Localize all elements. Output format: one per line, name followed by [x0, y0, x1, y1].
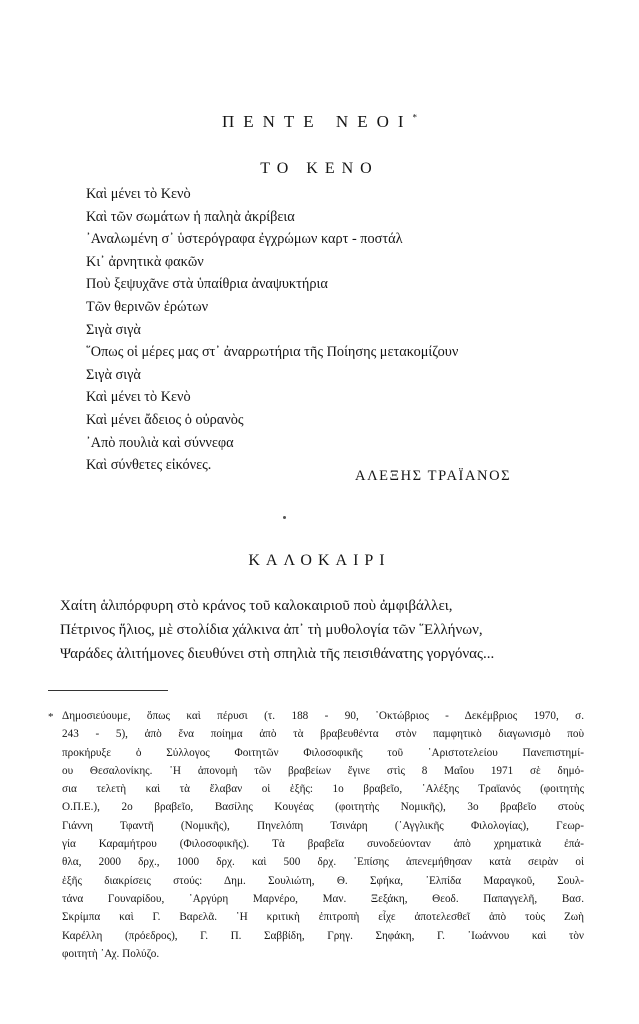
poem-line: Τῶν θερινῶν ἐρώτων [86, 298, 209, 315]
poem-line: Καὶ σύνθετες εἰκόνες. [86, 457, 212, 474]
footnote-line: προκήρυξε ὁ Σύλλογος Φοιτητῶν Φιλοσοφικῆς τοῦ ᾿Αριστοτελείου Πανεπιστημί- [62, 746, 584, 759]
footnote-text [62, 707, 584, 963]
poem-line: Ποὺ ξεψυχᾶνε στὰ ὑπαίθρια ἀναψυκτήρια [86, 276, 328, 293]
footnote-line: θλα, 2000 δρχ., 1000 δρχ. καὶ 500 δρχ. ᾿Επίσης ἀπενεμήθησαν κατὰ σειρὰν οἱ [62, 856, 584, 869]
poem-line: Καὶ μένει τὸ Κενὸ [86, 389, 191, 406]
footnote-line: Δημοσιεύουμε, ὅπως καὶ πέρυσι (τ. 188 - 90, ᾿Οκτώβριος - Δεκέμβριος 1970, σ. [62, 710, 584, 722]
poem-line: ῞Οπως οἱ μέρες μας στ᾿ ἀναρρωτήρια τῆς Ποίησης μετακομίζουν [86, 344, 459, 361]
poem-body [60, 594, 494, 666]
poem-line: Κι᾿ ἀρνητικὰ φακῶν [86, 253, 204, 270]
poem-line: Καὶ τῶν σωμάτων ἡ παληὰ ἀκρίβεια [86, 208, 295, 225]
section-title [0, 112, 639, 132]
poem-line: Καὶ μένει τὸ Κενὸ [86, 186, 191, 202]
poem-line: Χαίτη ἁλιπόρφυρη στὸ κράνος τοῦ καλοκαιριοῦ ποὺ ἀμφιβάλλει, [60, 598, 453, 614]
footnote-line: Καρέλλη (πρόεδρος), Γ. Π. Σαββίδη, Γρηγ. Σηφάκη, Γ. ᾿Ιωάννου καὶ τὸν [62, 929, 584, 942]
footnote-line: Σκρίμπα καὶ Γ. Βαρελᾶ. ῾Η κριτικὴ ἐπιτροπὴ εἶχε ἀποτελεσθεῖ ἀπὸ τοὺς Ζωὴ [62, 911, 584, 924]
poem-line: Καὶ μένει ἄδειος ὁ οὐρανὸς [86, 411, 244, 428]
poem-line: ᾿Απὸ πουλιὰ καὶ σύννεφα [86, 434, 234, 451]
poem-title: ΚΑΛΟΚΑΙΡΙ [248, 552, 391, 569]
footnote-mark: * [48, 711, 54, 723]
section-title-text: ΠΕΝΤΕ ΝΕΟΙ [221, 112, 413, 131]
footnote-line: τάνα Γουναρίδου, ᾿Αργύρη Μαρνέρο, Μαν. Ξεξάκη, Θεοδ. Παπαγγελῆ, Βασ. [62, 892, 584, 905]
footnote-line: Ο.Π.Ε.), 2ο βραβεῖο, Βασίλης Κουγέας (φοιτητὴς Νομικῆς), 3ο βραβεῖο στοὺς [62, 801, 584, 814]
footnote-line: φοιτητὴ ᾿Αχ. Πολύζο. [62, 947, 160, 960]
footnote-line: σια τελετὴ καὶ τὰ ἔλαβαν οἱ ἑξῆς: 1ο βραβεῖο, ᾿Αλέξης Τραϊανός (φοιτητὴς [62, 783, 584, 796]
footnote-line: 243 - 5), ἀπὸ ἕνα ποίημα ἀπὸ τὰ βραβευθέντα στὸν παμφητικὸ διαγωνισμὸ ποὺ [62, 728, 584, 741]
poem-line: Ψαράδες ἀλιτήμονες διευθύνει στὴ σπηλιὰ τῆς πεισιθάνατης γοργόνας... [60, 646, 495, 662]
footnote-line: ου Θεσαλονίκης. ῾Η ἀπονομὴ τῶν βραβείων ἔγινε στὶς 8 Μαΐου 1971 σὲ δημό- [62, 764, 584, 777]
poem-body [86, 183, 458, 477]
footnote-marker: * [412, 112, 418, 123]
poem-line: Σιγὰ σιγὰ [86, 366, 141, 383]
footnote-line: Γιάννη Τφαντῆ (Νομικῆς), Πηνελόπη Τσινάρη (᾿Αγγλικῆς Φιλολογίας), Γεωρ- [62, 819, 584, 832]
poem-line: ᾿Αναλωμένη σ᾿ ὑστερόγραφα ἐγχρώμων καρτ - ποστάλ [86, 231, 403, 248]
footnote-line: γία Καραμήτρου (Φιλοσοφικῆς). Τὰ βραβεῖα συνοδεύονταν ἀπὸ χρηματικὰ ἐπά- [62, 838, 584, 851]
footnote [48, 707, 584, 963]
separator-dot [283, 516, 286, 519]
footnote-line: ἑξῆς διακρίσεις στούς: Δημ. Σουλιώτη, Θ. Σφήκα, ᾿Ελπίδα Μαραγκοῦ, Σουλ- [62, 874, 584, 887]
poem-title: ΤΟ ΚΕΝΟ [260, 160, 379, 177]
poem-line: Σιγὰ σιγὰ [86, 321, 141, 338]
poem-line: Πέτρινος ἥλιος, μὲ στολίδια χάλκινα ἀπ᾿ τὴ μυθολογία τῶν ῞Ελλήνων, [60, 622, 483, 638]
poem-author: ΑΛΕΞΗΣ ΤΡΑΪΑΝΟΣ [355, 468, 512, 484]
footnote-divider [48, 690, 168, 691]
